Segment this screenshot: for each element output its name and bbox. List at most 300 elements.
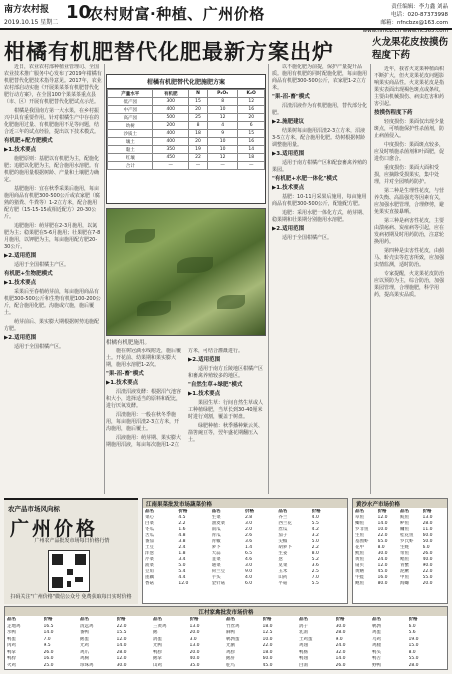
price-item-value: 26.0 [335,662,346,668]
price-item-value: 20.0 [189,649,200,655]
price-item-name: 罗非鱼 [355,527,369,532]
price-item-name: 带鱼 [400,551,409,556]
price-item-name: 生姜 [278,551,288,556]
table-cell: 壤土 [108,138,153,146]
article-paragraph: 结果树每亩施用沼渣2-3立方米，沼液3-5立方米，配合施用化肥。幼树根据树龄调整施用量。 [272,128,366,148]
article-subhead: 按摸伤程度下药 [374,110,413,116]
price-item-value: 20.0 [422,581,433,586]
column-divider [104,64,105,494]
price-item-value: 14.0 [335,656,346,661]
price-item-value: 5.0 [311,539,319,544]
price-item-name: 走地鸡 [7,623,21,629]
price-item-value: 9.5 [43,643,51,648]
editor-line: 责任编辑：李力鑫 刘晶 [391,4,448,10]
price-item-name: 鳙鱼 [400,527,409,532]
price-item-name: 鸭肠 [299,649,308,655]
price-item-value: 25.0 [43,662,54,668]
table-cell: — [238,162,265,170]
price-item-name: 尖椒 [278,539,288,544]
article-paragraph: 第三种是病害性花皮，主要由溃疡病、炭疽病等引起，应在发病初期及时用药防治，注意轮换用药。 [374,218,445,245]
price-item-value: 6.0 [408,623,416,629]
editor-info [328,3,448,35]
table-cell: 8 [207,98,237,106]
price-item-value: 8.0 [377,545,385,550]
price-item-value: 15.0 [408,643,419,648]
table-header-cell: N [189,90,208,98]
price-item-name: 青瓜 [211,533,221,538]
article-subhead: ▶1.技术要点 [4,280,37,286]
price-item-name: 乳鸽 [299,630,308,635]
table-cell: 450 [153,154,189,162]
price-item-value: 5.4 [178,569,186,574]
price-header-cell: 价格 [262,617,272,622]
price-grid [353,508,447,588]
price-item-name: 鸡胗 [226,649,235,655]
price-item-value: 22.0 [422,569,433,574]
price-item-name: 苦瓜 [145,533,154,538]
price-item-name: 鹌鹑蛋 [226,636,240,642]
price-header-cell: 价格 [377,509,387,514]
price-item-value: 22.0 [377,533,388,538]
table-cell: 400 [153,138,189,146]
article-paragraph: 适用于全国柑橘产区。 [14,344,65,350]
article-paragraph: 近日，农业农村部种植业管理司、全国农业技术推广服务中心发布了2019年柑橘有机肥替代化肥技术指导意见。2017年，农业农村部启动实施《开展果菜茶有机肥替代化肥行动方案》，在全国100个果菜茶重点县（市、区）开展有机肥替代化肥试点示范。 [4,64,102,105]
price-item-name: 土鸡蛋 [299,636,313,642]
price-item-name: 麻鸭 [226,630,235,635]
price-header-cell: 品名 [145,509,154,514]
price-item-name: 生菜 [211,515,221,520]
price-item-value: 3.0 [189,636,197,642]
table-cell: 18 [189,130,208,138]
price-header-cell: 品名 [153,617,162,622]
price-item-name: 鸭翅 [299,656,308,661]
price-header-cell: 品名 [211,509,221,514]
article-paragraph: 施在树冠滴水线附近，施后覆土。开花前、幼果期和果实膨大期，施用水溶肥1-2次。 [106,348,182,368]
column-divider [370,64,371,494]
price-header-cell: 价格 [189,617,199,622]
price-item-value: 9.0 [335,636,343,642]
price-header-cell: 品名 [278,509,288,514]
table-cell: 20 [189,106,208,114]
price-item-value: 50.0 [422,539,433,544]
price-item-name: 鹅掌 [153,656,162,661]
price-item-name: 番茄 [145,539,154,544]
table-cell: 15 [189,98,208,106]
table-cell: 红壤 [108,154,153,162]
price-item-name: 荷兰豆 [211,569,226,574]
table-cell: 幼树 [108,122,153,130]
price-item-value: 2.2 [178,521,186,526]
price-item-name: 鲍鱼 [355,581,364,586]
article-paragraph: 施肥原则：基肥以有机肥为主，配施化肥；追肥以化肥为主，配合施用水溶肥。有机肥的施用量根据树龄、产量和土壤肥力确定。 [4,156,100,183]
article-column-2 [106,348,266,494]
price-header-cell: 价格 [178,509,188,514]
table-cell: 22 [189,154,208,162]
price-item-name: 草鱼 [355,515,364,520]
table-cell: 低产园 [108,98,153,106]
price-item-value: 12.0 [377,515,388,520]
price-item-value: 4.4 [178,575,186,580]
leaf-shape [177,257,213,273]
price-item-name: 鲳鱼 [400,557,409,562]
price-header-cell: 品名 [80,617,89,622]
table-cell: 300 [153,98,189,106]
price-item-name: 鸭头 [372,649,381,655]
article-paragraph: 近年，我省火龙果种植面积不断扩大，但火龙果花皮问题影响果实商品性。火龙果花皮是指果实表面出现褐色斑点或条纹，主要由机械损伤、病虫危害和药害引起。 [374,66,445,107]
price-item-value: 3.4 [178,557,186,562]
price-item-name: 鸭蛋 [7,636,16,642]
price-item-value: 45.0 [377,569,388,574]
leaf-shape [125,229,155,243]
table-cell: 350 [153,146,189,154]
table-cell: 4 [207,122,237,130]
price-item-value: 12.0 [116,636,127,642]
price-item-name: 南瓜 [211,527,221,532]
price-item-value: 7.0 [43,636,51,642]
article-subhead: ▶2.适用范围 [272,226,305,232]
price-item-value: 6.0 [244,581,253,586]
price-item-value: 22.0 [116,623,127,629]
article-paragraph: 轻度损伤：果面仅出现少量斑点，可喷施保护性杀菌剂，防止病菌侵入。 [374,119,445,139]
price-item-name: 鸽子 [299,623,308,629]
article-subhead: ▶2.施肥建议 [272,119,305,125]
price-grid [5,616,447,670]
price-item-value: 3.2 [311,533,319,538]
price-item-value: 10.0 [262,636,273,642]
price-item-value: 2.2 [311,545,319,550]
table-cell: 500 [153,114,189,122]
table-cell: 20 [189,138,208,146]
seafood-price-panel [352,498,448,604]
price-item-name: 土豆 [145,545,154,550]
article-paragraph: 以不施化肥为前提，保护产量提升品质。施用有机肥的同时配施化肥，每亩施用商品有机肥300-500公斤，农家肥1-2立方米。 [272,64,368,91]
article-subhead: ▶1.技术要点 [4,147,37,153]
price-item-value: 12.0 [116,656,127,661]
price-item-name: 桂花鱼 [400,533,414,538]
article-paragraph: 第四种是虫害性花皮，由蓟马、蚧壳虫等危害所致，应加强虫情监测，适时防治。 [374,248,445,268]
price-item-name: 泥鳅 [400,569,409,574]
price-item-value: 16.0 [377,575,388,580]
vegetable-price-panel [142,498,348,604]
table-row [108,114,265,122]
table-row [108,162,265,170]
price-item-value: 3.0 [244,521,253,526]
price-item-value: 20.0 [189,630,200,635]
price-header-cell: 品名 [355,509,364,514]
article-subhead: ▶1.技术要点 [272,185,305,191]
page-number: 10 [66,2,92,23]
price-item-name: 水鸭 [7,630,16,635]
table-cell: 8 [189,122,208,130]
price-item-name: 鲫鱼 [355,521,364,526]
price-item-name: 基围虾 [355,539,369,544]
price-item-value: 13.0 [189,643,200,648]
table-cell: 400 [153,106,189,114]
price-header-cell: 品名 [372,617,381,622]
price-item-name: 光鸡 [80,643,89,648]
price-item-name: 丝瓜 [278,527,288,532]
price-item-value: 28.0 [116,649,127,655]
price-item-value: 30.0 [377,551,388,556]
article-subhead: ▶2.适用范围 [4,335,37,341]
price-header-cell: 价格 [43,617,53,622]
price-item-name: 茄子 [278,533,288,538]
table-row [108,122,265,130]
price-item-value: 2.6 [244,533,253,538]
price-item-value: 14.0 [116,643,127,648]
price-item-value: 5.5 [311,581,319,586]
price-item-name: 野鸭 [372,662,381,668]
price-item-name: 鹅蛋 [80,636,89,642]
article-subhead: "有机肥+水肥一体化"模式 [272,176,338,182]
price-item-name: 鸭掌 [7,649,16,655]
price-item-name: 韭菜 [211,557,221,562]
price-item-name: 大蒜 [211,551,221,556]
article-paragraph: 绿肥种植：秋季播种紫云英、箭筈豌豆等，翌年盛花期翻压入土。 [188,423,264,443]
price-item-value: 2.8 [244,515,253,520]
price-item-name: 萝卜 [211,545,221,550]
table-row [108,154,265,162]
table-cell: 10 [207,138,237,146]
article-subhead: "果-沼-畜"模式 [272,94,310,100]
table-cell: 10 [207,146,237,154]
table-cell: 9 [207,130,237,138]
price-item-value: 5.5 [311,521,319,526]
price-item-name: 菠菜 [145,563,154,568]
price-item-name: 生蚝 [400,545,409,550]
table-cell: 18 [238,154,265,162]
price-item-value: 9.0 [244,569,253,574]
price-item-name: 葱 [278,557,283,562]
price-item-name: 鲩鱼 [400,515,409,520]
price-item-value: 35.0 [189,662,200,668]
price-item-name: 鲈鱼 [400,521,409,526]
price-item-value: 4.0 [244,575,253,580]
price-item-value: 15.5 [116,630,127,635]
article-paragraph: 沼渣施用：一般在秋冬季施用，每亩施用沼渣2-3立方米，开沟施用，施后覆土。 [106,412,180,432]
price-item-name: 冬瓜 [145,527,154,532]
price-item-name: 香菇 [145,581,154,586]
price-item-name: 平菇 [278,581,288,586]
price-header-cell: 价格 [422,509,432,514]
price-item-name: 扇贝 [355,563,364,568]
table-cell: 12 [207,154,237,162]
price-item-value: 16.0 [43,656,54,661]
price-item-name: 芋头 [211,575,221,580]
price-item-name: 火鸡 [7,662,16,668]
side-headline: 火龙果花皮按摸伤程度下药 [372,37,449,61]
table-cell: 200 [153,122,189,130]
price-header-cell: 价格 [335,617,345,622]
article-paragraph: 追肥：采用水肥一体化方式，萌芽期、稳果期和壮果期分别施用水溶肥。 [272,210,368,223]
article-subhead: "自然生草+绿肥"模式 [188,382,243,388]
qr-code-icon[interactable] [48,550,90,592]
price-item-name: 鸡蛋 [372,630,381,635]
price-item-name: 竹丝鸡 [226,623,240,629]
price-item-value: 12.0 [377,563,388,568]
price-item-name: 鱿鱼 [355,551,364,556]
price-item-name: 青椒 [211,539,221,544]
price-item-name: 白鸽 [299,662,308,668]
price-item-name: 黄鳝 [355,569,364,574]
price-item-value: 18.0 [262,649,273,655]
price-item-value: 40.0 [189,656,200,661]
price-item-name: 鸡爪 [80,649,89,655]
price-item-value: 2.0 [244,527,253,532]
article-column-4 [374,66,448,494]
price-item-name: 豆角 [145,569,154,574]
price-item-value: 80.0 [377,581,388,586]
price-item-name: 鸵鸟 [226,662,235,668]
article-paragraph: 专家提醒，火龙果花皮防治应以预防为主，综合防治，加强果园管理，合理施肥，科学用药，提高果实品质。 [374,271,445,298]
article-paragraph: 采果后至春梢萌芽前，每亩施用商品有机肥300-500公斤和生物有机肥100-200公斤，配合施用化肥。沟施或穴施，施后覆土。 [4,289,101,316]
price-item-name: 鹅肝 [226,656,235,661]
table-cell: 16 [238,138,265,146]
price-item-name: 甲鱼 [400,575,409,580]
article-paragraph: 沼液施用：萌芽期、果实膨大期施用沼液，每亩每次施用1-2立方米，可结合灌溉进行。 [106,348,244,448]
table-row [108,138,265,146]
price-item-name: 金针菇 [211,581,226,586]
price-item-value: 12.0 [178,581,189,586]
price-panel-title: 江南果菜批发市场蔬菜价格 [143,499,347,508]
price-item-name: 白菜 [145,521,154,526]
price-item-value: 16.5 [43,623,54,629]
price-item-value: 4.6 [244,557,253,562]
price-item-name: 芹菜 [145,557,154,562]
price-header-cell: 价格 [408,617,418,622]
price-item-value: 30.0 [116,662,127,668]
price-item-name: 光鹅 [226,643,235,648]
article-column-3 [272,64,368,494]
leaf-shape [217,295,245,309]
table-cell: 12 [207,114,237,122]
price-item-name: 胡萝卜 [278,545,292,550]
price-item-name: 番鸭 [80,630,89,635]
price-item-name: 通菜 [211,563,221,568]
price-item-value: 11.0 [422,527,433,532]
price-item-name: 芥兰 [278,515,288,520]
table-cell: 12 [238,98,265,106]
price-item-name: 花甲 [355,545,364,550]
table-cell: 中产园 [108,106,153,114]
article-paragraph: 基肥施用：宜在秋季采果后施用，每亩施用商品有机肥300-500公斤或农家肥（腐熟的猪粪、牛粪等）1-2立方米，配合施用配方肥（15-15-15或相近配方）20-30公斤。 [4,186,100,220]
article-paragraph: 沼渣沼液发酵：根据沼气池容积大小，选择适当的原料和配比，进行厌氧发酵。 [106,389,182,409]
price-header-cell: 品名 [400,509,409,514]
article-subhead: "果-沼-畜"模式 [106,371,144,377]
article-subhead: ▶3.适用范围 [272,151,305,157]
table-cell: 20 [238,114,265,122]
table-cell: — [189,162,208,170]
price-item-name: 黄鱼 [355,557,364,562]
price-item-value: 40.0 [422,557,433,562]
price-item-value: 1.4 [244,545,253,550]
price-item-value: 4.5 [178,515,186,520]
price-item-value: 30.0 [335,623,346,629]
market-promo [4,498,138,604]
price-item-name: 海螺 [400,581,409,586]
article-paragraph: 沼渣沼液作为有机肥施用，替代部分化肥。 [272,103,368,116]
article-paragraph: 适用于南方丘陵地区柑橘产区和畜禽养殖较多的地区。 [188,366,264,379]
email-line: 邮箱：nfncbzx@163.com [380,20,448,26]
price-item-value: 26.0 [43,649,54,655]
price-item-name: 鹌鹑 [372,623,381,629]
price-item-value: 28.0 [408,662,419,668]
article-subhead: ▶1.技术要点 [106,380,139,386]
price-item-value: 60.0 [262,656,273,661]
price-item-value: 18.0 [262,623,273,629]
price-panel-title: 江村家禽批发市场价格 [5,607,447,616]
price-item-name: 鸭脖 [7,656,16,661]
article-paragraph: 第二种是生理性花皮，与营养失衡、高温强光等因素有关，应加强水肥管理，合理修剪，避免果实直接暴晒。 [374,188,445,215]
article-paragraph: 果园生草：行间自然生草或人工种植绿肥，当草长到30-40厘米时进行刈割，覆盖于树盘。 [188,400,264,420]
article-paragraph: 柑橘是我国南方第一大水果，在乡村振兴中具有重要作用。针对柑橘生产中存在的化肥施用过量、有机肥施用不足等问题，结合近三年的试点经验，提出以下技术模式。 [4,108,100,135]
price-item-value: 1.6 [178,527,186,532]
price-item-value: 13.0 [422,515,433,520]
table-cell: 16 [238,106,265,114]
table-cell: 合计 [108,162,153,170]
price-item-name: 山鸡 [153,662,162,668]
price-item-value: 14.0 [43,630,54,635]
table-header-cell: K₂O [238,90,265,98]
paper-name: 南方农村报 [4,5,50,15]
table-title: 柑橘有机肥替代化肥施肥方案 [107,75,265,89]
price-item-value: 10.0 [377,527,388,532]
article-paragraph: 基肥：10-11月采果后施用，每亩施用商品有机肥300-500公斤，配施配方肥。 [272,194,367,207]
price-item-value: 4.2 [311,527,319,532]
table-header-cell: P₂O₅ [207,90,237,98]
price-item-name: 莲藕 [145,575,154,580]
article-paragraph: 适用于全国柑橘产区。 [282,235,333,241]
price-item-value: 14.0 [377,521,388,526]
price-item-name: 菜心 [145,515,154,520]
price-item-name: 肉鸡 [7,643,16,648]
price-item-name: 牛蛙 [355,575,364,580]
price-item-name: 油麦菜 [211,521,226,526]
price-item-value: 55.0 [408,656,419,661]
price-item-value: 24.0 [377,557,388,562]
price-item-value: 60.0 [422,533,433,538]
price-item-value: 24.0 [335,643,346,648]
table-cell: 6 [238,122,265,130]
price-item-value: 5.0 [178,563,186,568]
article-paragraph: 适用于全国柑橘主产区。 [14,262,70,268]
price-item-name: 三黄鸡 [153,623,167,629]
price-item-value: 1.8 [178,551,186,556]
price-item-name: 珍珠鸡 [80,662,94,668]
price-item-value: 19.0 [408,636,419,642]
price-header-cell: 价格 [244,509,254,514]
table-cell: 14 [238,146,265,154]
price-header-cell: 价格 [116,617,126,622]
price-item-name: 生鱼 [355,533,364,538]
price-header-cell: 价格 [311,509,321,514]
phone-line: 电话：020-87373998 [391,12,448,18]
price-panel-title: 黄沙水产市场价格 [353,499,447,508]
market-footer: 扫码关注"广州价格"微信公众号 免费获取每日实时价格 [10,594,132,600]
price-item-name: 鹅 [153,630,158,635]
price-item-value: 28.0 [422,521,433,526]
table-cell: — [207,162,237,170]
market-note: 广州农产品批发市场每日价格行情 [34,538,110,544]
table-cell: 沙质土 [108,130,153,138]
price-grid [143,508,347,588]
article-paragraph: 重度损伤：果面大面积受损，应摘除受损果实，集中处理，并对全园喷药防护。 [374,165,440,185]
table-cell: 10 [207,106,237,114]
table-cell: 高产园 [108,114,153,122]
price-item-value: 6.0 [422,545,430,550]
price-item-value: 5.6 [408,630,416,635]
price-item-value: 28.0 [335,630,346,635]
